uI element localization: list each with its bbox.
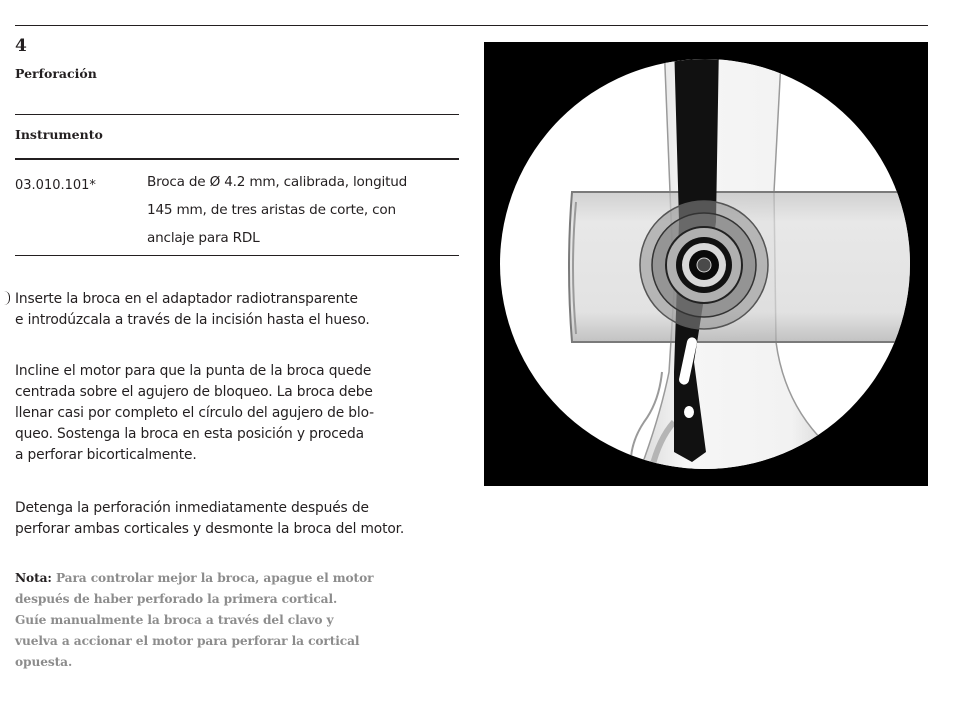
instrument-table-header: Instrumento (15, 127, 103, 142)
drill-tip-center (697, 258, 711, 272)
table-top-rule (15, 114, 459, 115)
paragraph-line: Incline el motor para que la punta de la broca quede (15, 363, 372, 379)
paragraph-line: Detenga la perforación inmediatamente después de (15, 500, 369, 516)
note-text: Para controlar mejor la broca, apague el motor (51, 571, 374, 585)
step-number: 4 (15, 36, 27, 56)
drill-alignment-illustration (484, 42, 928, 486)
paragraph-line: centrada sobre el agujero de bloqueo. La broca debe (15, 384, 373, 400)
instrument-description-line: 145 mm, de tres aristas de corte, con (147, 202, 396, 218)
note-line: después de haber perforado la primera cortical. (15, 592, 338, 606)
paragraph-stop-drilling (15, 498, 465, 540)
note-block (15, 568, 465, 673)
instrument-description-line: Broca de Ø 4.2 mm, calibrada, longitud (147, 174, 408, 190)
note-line: opuesta. (15, 655, 73, 669)
note-line: Guíe manualmente la broca a través del clavo y (15, 613, 334, 627)
paragraph-line: Inserte la broca en el adaptador radiotransparente (15, 291, 358, 307)
margin-mark-icon (4, 291, 10, 305)
note-line (15, 568, 465, 589)
paragraph-line: queo. Sostenga la broca en esta posición y proceda (15, 426, 364, 442)
paragraph-line: perforar ambas corticales y desmonte la broca del motor. (15, 521, 405, 537)
table-header-rule (15, 158, 459, 160)
note-line: vuelva a accionar el motor para perforar la cortical (15, 634, 360, 648)
step-title: Perforación (15, 66, 97, 81)
top-rule (15, 25, 928, 26)
paragraph-incline-motor (15, 361, 465, 466)
paragraph-insert-drill (15, 289, 465, 331)
instrument-description (147, 168, 459, 252)
note-label: Nota: (15, 571, 52, 585)
paragraph-line: a perforar bicorticalmente. (15, 447, 197, 463)
instrument-description-line: anclaje para RDL (147, 230, 260, 246)
paragraph-line: e introdúzcala a través de la incisión hasta el hueso. (15, 312, 370, 328)
table-bottom-rule (15, 255, 459, 256)
drill-alignment-figure (484, 42, 928, 486)
paragraph-line: llenar casi por completo el círculo del agujero de blo- (15, 405, 374, 421)
drill-hole (684, 406, 694, 418)
instrument-code: 03.010.101* (15, 178, 96, 193)
